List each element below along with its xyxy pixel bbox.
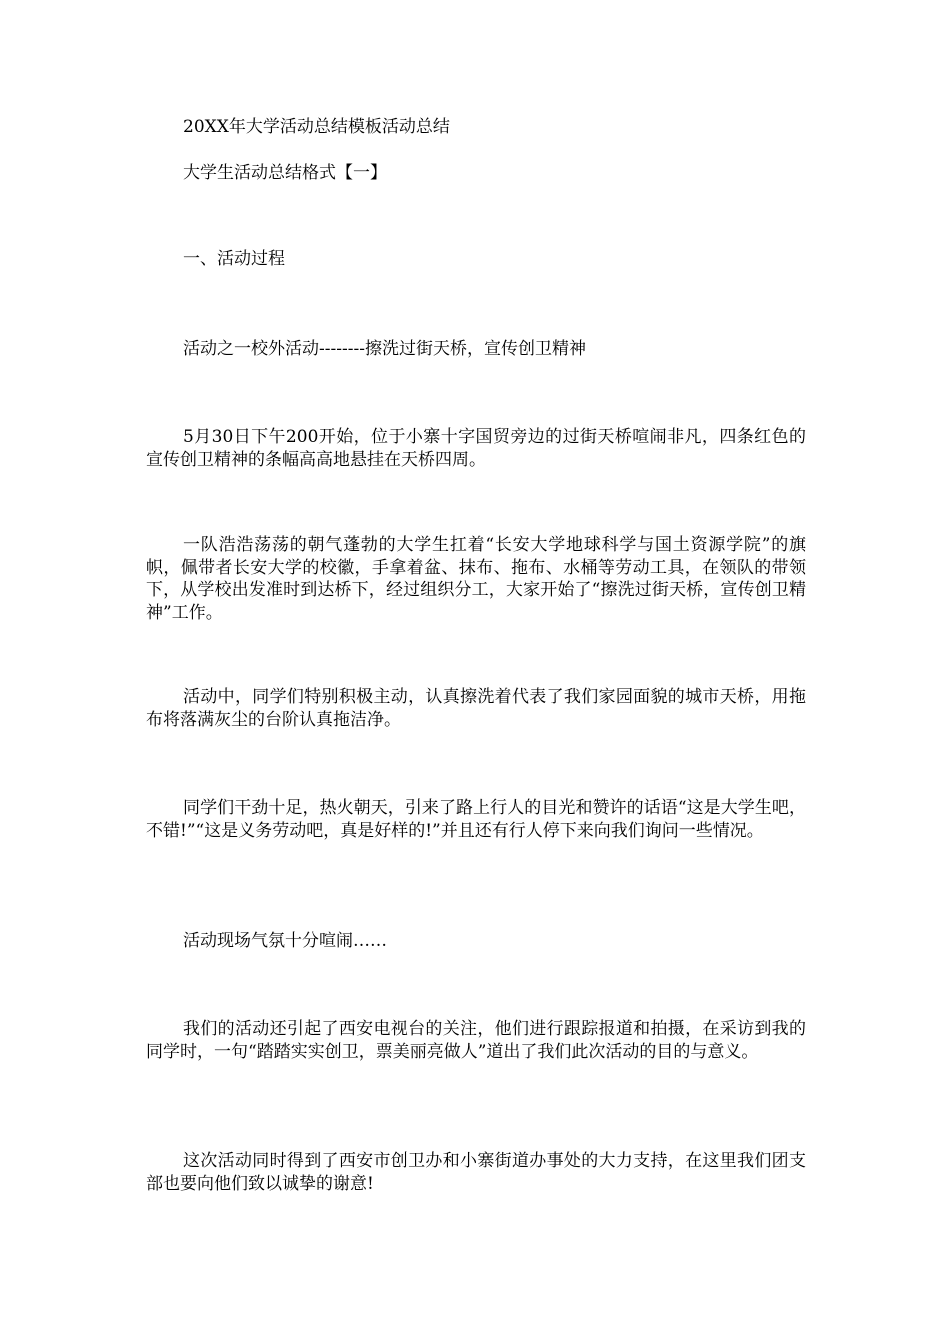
paragraph: 这次活动同时得到了西安市创卫办和小寨街道办事处的大力支持，在这里我们团支部也要向他们致以诚挚的谢意! [146,1151,806,1194]
paragraph: 同学们干劲十足，热火朝天，引来了路上行人的目光和赞许的话语“这是大学生吧，不错!”“这是义务劳动吧，真是好样的!”并且还有行人停下来向我们询问一些情况。 [146,798,806,841]
paragraph: 5月30日下午200开始，位于小寨十字国贸旁边的过街天桥喧闹非凡，四条红色的宣传创卫精神的条幅高高地悬挂在天桥四周。 [146,427,806,470]
paragraph: 活动中，同学们特别积极主动，认真擦洗着代表了我们家园面貌的城市天桥，用拖布将落满灰尘的台阶认真拖洁净。 [146,687,806,730]
document-title: 20XX年大学活动总结模板活动总结 [183,117,450,137]
paragraph: 活动现场气氛十分喧闹…… [183,931,387,951]
document-subtitle: 大学生活动总结格式【一】 [183,163,387,183]
activity-heading: 活动之一校外活动--------擦洗过街天桥，宣传创卫精神 [183,339,586,359]
paragraph: 我们的活动还引起了西安电视台的关注，他们进行跟踪报道和拍摄，在采访到我的同学时，一句“踏踏实实创卫，票美丽亮做人”道出了我们此次活动的目的与意义。 [146,1019,806,1062]
section-heading: 一、活动过程 [183,249,285,269]
paragraph: 一队浩浩荡荡的朝气蓬勃的大学生扛着“长安大学地球科学与国土资源学院”的旗帜，佩带者长安大学的校徽，手拿着盆、抹布、拖布、水桶等劳动工具，在领队的带领下，从学校出发准时到达桥下，经过组织分工，大家开始了“擦洗过街天桥，宣传创卫精神”工作。 [146,535,806,623]
